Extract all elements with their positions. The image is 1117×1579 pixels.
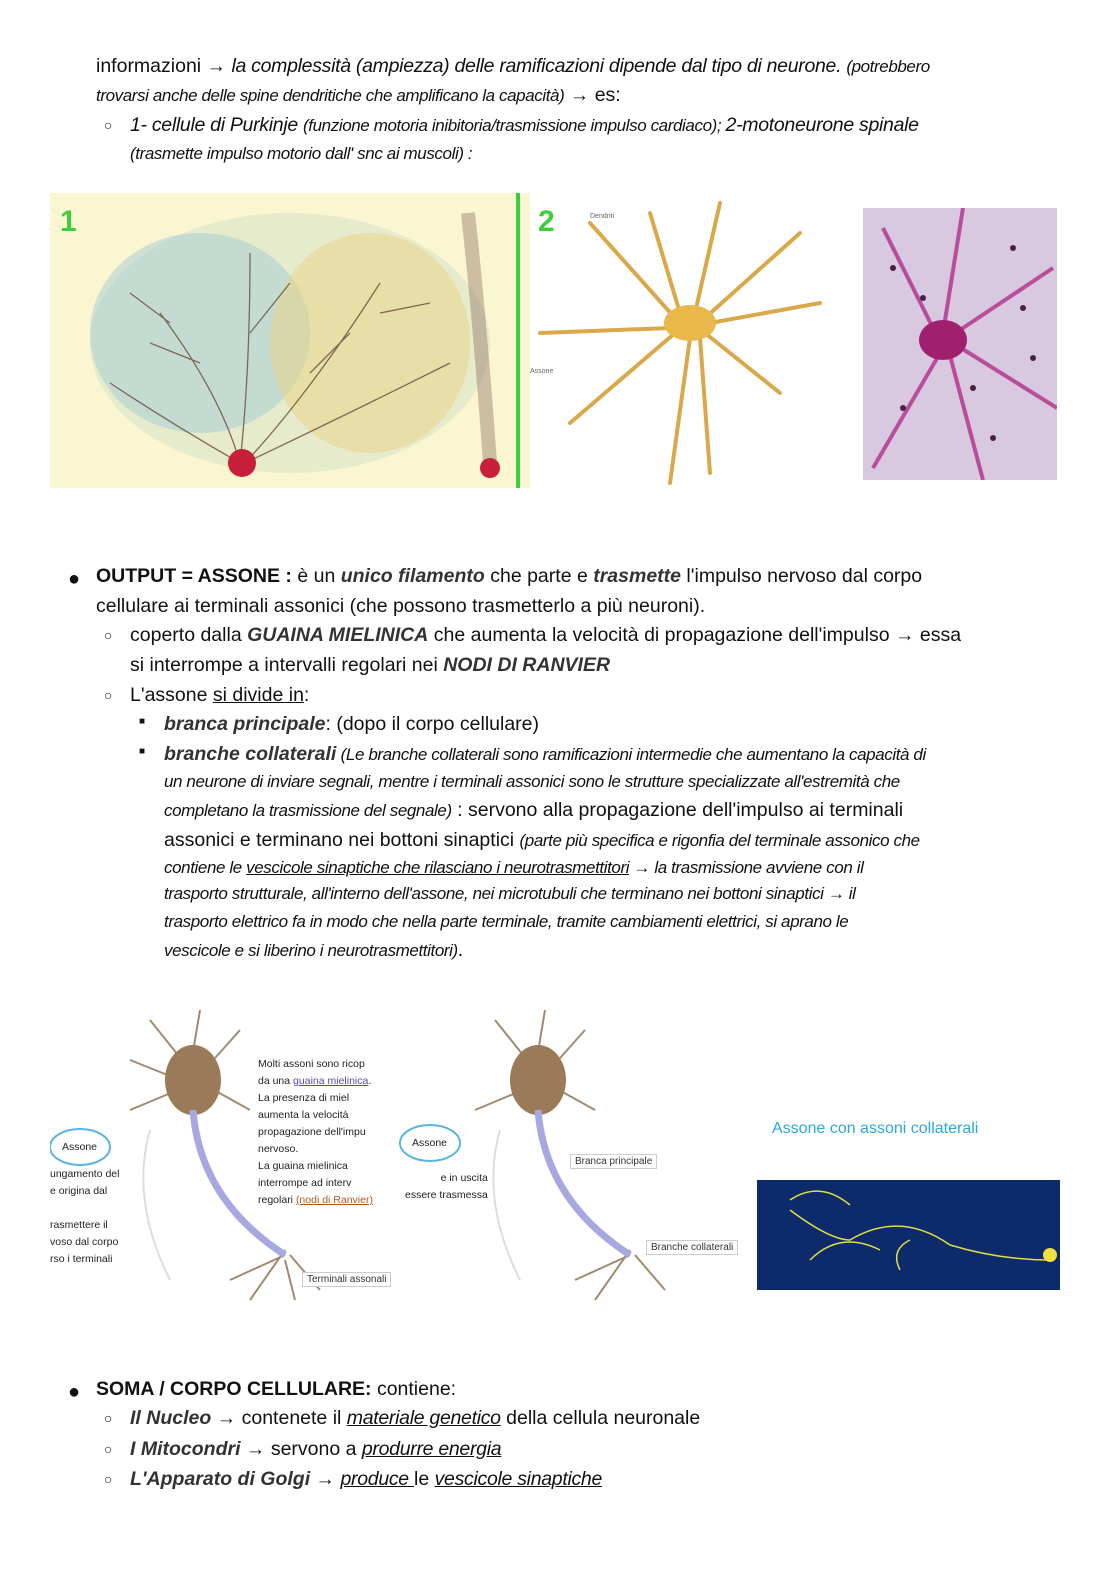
output-line: trasporto strutturale, all'interno dell'assone, nei microtubuli che terminano nei bottoni sinaptici → il: [164, 884, 856, 903]
collateral-branches-label: Branche collaterali: [646, 1240, 738, 1255]
intro-line: [130, 113, 919, 138]
circle-bullet-icon: ○: [104, 687, 113, 703]
output-line: [164, 798, 903, 823]
intro-line: [96, 83, 621, 108]
soma-line: [96, 1377, 456, 1401]
text: →: [310, 1468, 341, 1490]
figure-label-1: 1: [60, 205, 77, 238]
underlined-text: materiale genetico: [346, 1407, 501, 1429]
caption-line: rasmettere il: [50, 1219, 108, 1231]
note-text: vescicole e si liberino i neurotrasmettitori): [164, 941, 458, 960]
caption-line: voso dal corpo: [50, 1236, 119, 1248]
text: contiene:: [371, 1378, 457, 1400]
text: che aumenta la velocità di propagazione dell'impulso → essa: [428, 624, 962, 646]
text: → contenete il: [211, 1407, 347, 1429]
soma-line: [130, 1406, 700, 1430]
stained-neuron-illustration: [863, 208, 1057, 480]
heading-text: SOMA / CORPO CELLULARE:: [96, 1378, 372, 1400]
text: regolari: [258, 1194, 296, 1206]
output-line: [164, 828, 920, 853]
purkinje-cell-image: [50, 193, 530, 488]
figure-title: Assone con assoni collaterali: [772, 1120, 979, 1137]
output-line: [164, 712, 539, 736]
link-text: (nodi di Ranvier): [295, 1194, 373, 1206]
intro-line: (trasmette impulso motorio dall' snc ai muscoli) :: [130, 144, 473, 163]
caption-spacer: [50, 1200, 119, 1217]
caption-text: [405, 1170, 488, 1204]
square-bullet-icon: ■: [139, 716, 146, 727]
underlined-text: vescicole sinaptiche: [434, 1468, 603, 1490]
axon-label: Assone: [412, 1137, 448, 1149]
underlined-text: vescicole sinaptiche che rilasciano i neurotrasmettitori: [246, 858, 630, 877]
stained-neuron-micrograph: [863, 208, 1057, 480]
text: : servono alla propagazione dell'impulso ai terminali: [451, 799, 904, 821]
caption-line: essere trasmessa: [405, 1189, 488, 1201]
underlined-text: produrre energia: [361, 1438, 502, 1460]
text: da una: [258, 1075, 294, 1087]
circle-bullet-icon: ○: [104, 1471, 113, 1487]
output-line: [130, 653, 610, 677]
heading-text: OUTPUT = ASSONE :: [96, 565, 298, 587]
circle-bullet-icon: ○: [104, 1410, 113, 1426]
circle-bullet-icon: ○: [104, 1441, 113, 1457]
output-line: [130, 623, 961, 647]
text: L'assone: [130, 684, 213, 706]
circle-bullet-icon: ○: [104, 627, 113, 643]
note-text: → la trasmissione avviene con il: [629, 858, 864, 877]
output-line: trasporto elettrico fa in modo che nella parte terminale, tramite cambiamenti elettrici, si aprano le: [164, 912, 849, 931]
text: l'impulso nervoso dal corpo: [681, 565, 923, 587]
terminals-label: Terminali assonali: [302, 1272, 391, 1287]
caption-line: propagazione dell'impu: [258, 1126, 366, 1138]
italic-text: 1- cellule di Purkinje: [130, 114, 304, 136]
note-text: (funzione motoria inibitoria/trasmissione impulso cardiaco);: [303, 116, 726, 135]
output-line: [164, 742, 926, 767]
text: : (dopo il corpo cellulare): [325, 713, 540, 735]
caption-line: e origina dal: [50, 1185, 108, 1197]
text: informazioni →: [96, 55, 232, 77]
caption-line: e in uscita: [440, 1172, 488, 1184]
figure-label-2: 2: [538, 205, 555, 238]
purkinje-tree-illustration: [50, 193, 530, 488]
caption-line: aumenta la velocità: [258, 1109, 349, 1121]
intro-line: [96, 54, 930, 79]
caption-line: La presenza di miel: [258, 1092, 350, 1104]
emphasis-text: I Mitocondri: [130, 1438, 241, 1460]
caption-line: nervoso.: [258, 1143, 299, 1155]
note-text: (Le branche collaterali sono ramificazioni intermedie che aumentano la capacità di: [336, 745, 926, 764]
emphasis-text: branche collaterali: [164, 743, 337, 765]
motoneuron-image: [530, 193, 860, 488]
emphasis-text: Il Nucleo: [130, 1407, 212, 1429]
italic-text: 2-motoneurone spinale: [725, 114, 919, 136]
circle-bullet-icon: ○: [104, 117, 113, 133]
italic-text: la complessità (ampiezza) delle ramificazioni dipende dal tipo di neurone.: [231, 55, 847, 77]
text: coperto dalla: [130, 624, 248, 646]
emphasis-text: trasmette: [593, 565, 682, 587]
underlined-text: produce: [340, 1468, 414, 1490]
axon-diagram-figure: [50, 1000, 1060, 1310]
text: → servono a: [240, 1438, 362, 1460]
output-line: [164, 856, 863, 880]
disc-bullet-icon: ●: [68, 1381, 81, 1403]
disc-bullet-icon: ●: [68, 568, 81, 590]
dendrites-label: Dendriti: [590, 213, 615, 220]
axon-label: Assone: [62, 1141, 98, 1153]
soma-line: [130, 1437, 501, 1461]
emphasis-text: unico filamento: [340, 565, 485, 587]
main-branch-label: Branca principale: [570, 1154, 657, 1169]
emphasis-text: NODI DI RANVIER: [443, 654, 611, 676]
caption-line: Molti assoni sono ricop: [258, 1058, 365, 1070]
emphasis-text: GUAINA MIELINICA: [247, 624, 429, 646]
output-line: [164, 938, 463, 963]
caption-line: [258, 1192, 373, 1209]
text: le: [413, 1468, 435, 1490]
square-bullet-icon: ■: [139, 746, 146, 757]
note-text: (potrebbero: [846, 57, 930, 76]
link-text: guaina mielinica: [293, 1075, 369, 1087]
text: della cellula neuronale: [500, 1407, 701, 1429]
note-text: trovarsi anche delle spine dendritiche che amplificano la capacità): [96, 86, 565, 105]
motoneuron-illustration: [530, 193, 860, 488]
output-line: [96, 564, 922, 588]
output-line: un neurone di inviare segnali, mentre i terminali assonici sono le strutture specializzate all'estremità che: [164, 772, 900, 791]
text: assonici e terminano nei bottoni sinaptici: [164, 829, 520, 851]
text: → es:: [564, 84, 621, 106]
output-line: cellulare ai terminali assonici (che possono trasmetterlo a più neuroni).: [96, 595, 706, 617]
emphasis-text: L'Apparato di Golgi: [130, 1468, 311, 1490]
text: si interrompe a intervalli regolari nei: [130, 654, 444, 676]
text: .: [368, 1075, 372, 1087]
underlined-text: si divide in: [212, 684, 304, 706]
note-text: contiene le: [164, 858, 247, 877]
text: è un: [297, 565, 341, 587]
text: :: [303, 684, 310, 706]
note-text: (parte più specifica e rigonfia del terminale assonico che: [519, 831, 920, 850]
caption-line: rso i terminali: [50, 1253, 113, 1265]
myelin-caption: [258, 1056, 373, 1209]
note-text: completano la trasmissione del segnale): [164, 801, 452, 820]
soma-line: [130, 1467, 602, 1491]
emphasis-text: branca principale: [164, 713, 326, 735]
caption-line: ungamento del: [50, 1168, 120, 1180]
caption-line: [258, 1073, 373, 1090]
axon-label: Assone: [530, 368, 554, 375]
caption-text: [50, 1166, 119, 1268]
neuron-diagrams: [50, 1000, 1060, 1310]
text: che parte e: [484, 565, 594, 587]
text: .: [457, 939, 464, 961]
caption-line: La guaina mielinica: [258, 1160, 348, 1172]
output-line: [130, 683, 309, 707]
caption-line: interrompe ad interv: [258, 1177, 352, 1189]
